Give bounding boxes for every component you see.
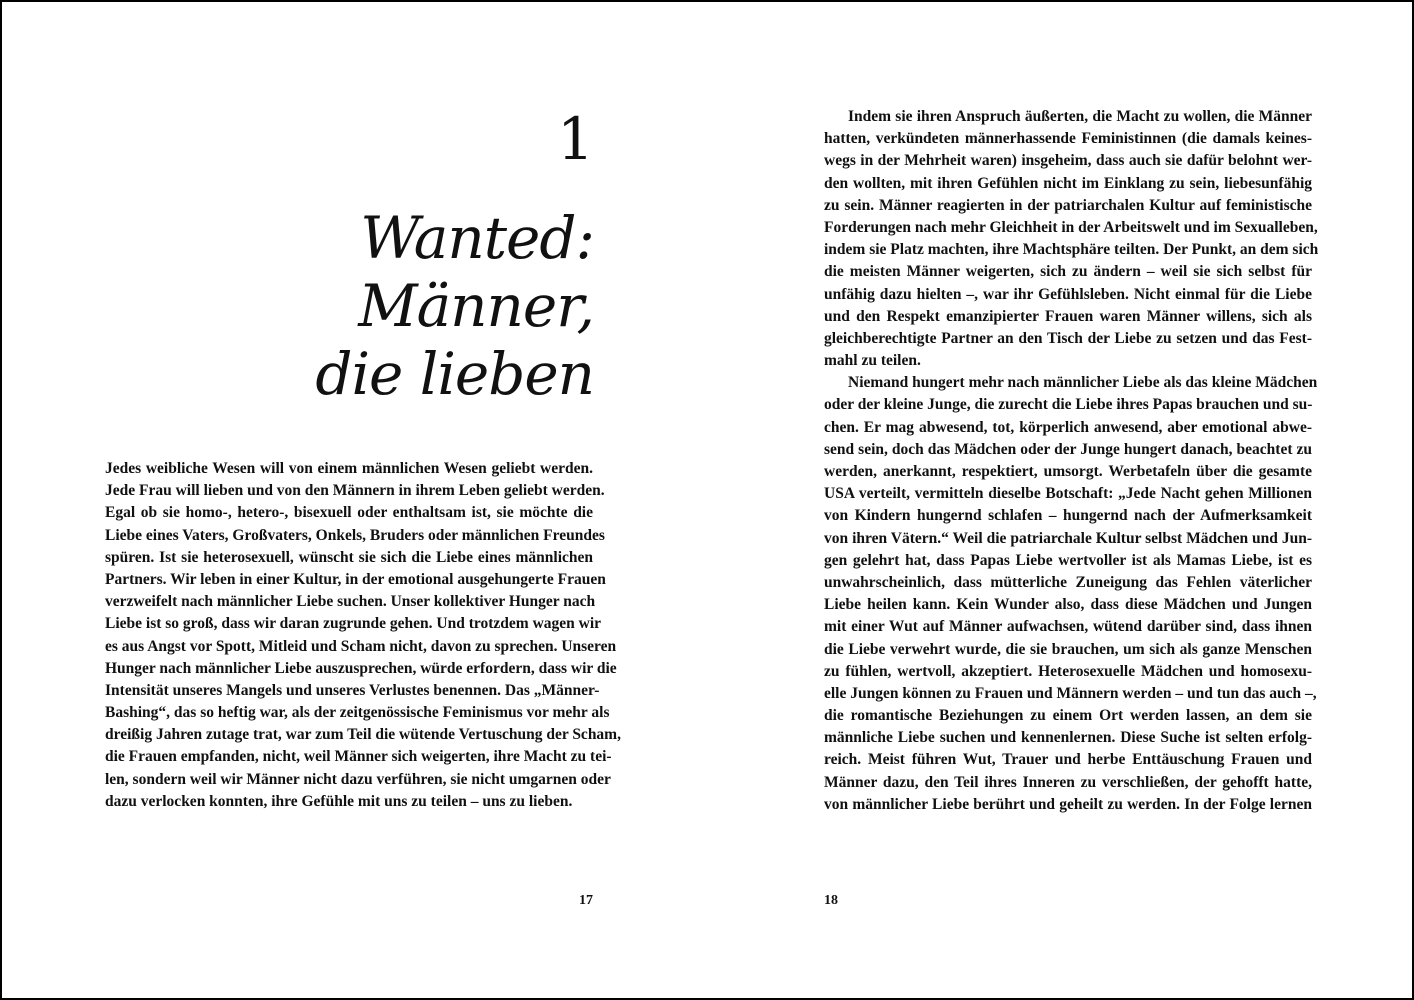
- text-line: Intensität unseres Mangels und unseres Verlustes benennen. Das „Männer-: [105, 681, 600, 699]
- text-line: männliche Liebe suchen und kennenlernen. Diese Suche ist selten erfolg-: [824, 729, 1312, 747]
- text-line: Liebe heilen kann. Kein Wunder also, dass diese Mädchen und Jungen: [824, 596, 1312, 614]
- text-line: die Frauen empfanden, nicht, weil Männer sich weigerten, ihre Macht zu tei-: [105, 748, 612, 766]
- text-line: Jede Frau will lieben und von den Männern in ihrem Leben geliebt werden.: [105, 482, 605, 500]
- text-line: Liebe eines Vaters, Großvaters, Onkels, Bruders oder männlichen Freundes: [105, 526, 605, 544]
- text-line: Männer dazu, den Teil ihres Inneren zu verschließen, der gehofft hatte,: [824, 773, 1312, 791]
- text-line: die romantische Beziehungen zu einem Ort werden lassen, an dem sie: [824, 707, 1312, 725]
- text-line: den wollten, mit ihren Gefühlen nicht im Einklang zu sein, liebesunfähig: [824, 174, 1312, 192]
- text-line: die meisten Männer weigerten, sich zu ändern – weil sie sich selbst für: [824, 263, 1312, 281]
- left-page-body-text: [105, 458, 621, 813]
- text-line: len, sondern weil wir Männer nicht dazu verführen, sie nicht umgarnen oder: [105, 770, 611, 788]
- chapter-title-line: Männer,: [358, 272, 594, 340]
- text-line: es aus Angst vor Spott, Mitleid und Scham nicht, davon zu sprechen. Unseren: [105, 637, 617, 655]
- text-line: zu sein. Männer reagierten in der patriarchalen Kultur auf feministische: [824, 196, 1312, 214]
- text-line: und den Respekt emanzipierter Frauen waren Männer willens, sich als: [824, 307, 1312, 325]
- text-line: unwahrscheinlich, dass mütterliche Zuneigung das Fehlen väterlicher: [824, 573, 1312, 591]
- text-line: mit einer Wut auf Männer aufwachsen, wütend darüber sind, dass ihnen: [824, 618, 1312, 636]
- text-line: Niemand hungert mehr nach männlicher Liebe als das kleine Mädchen: [848, 374, 1318, 392]
- text-line: Indem sie ihren Anspruch äußerten, die Macht zu wollen, die Männer: [848, 108, 1312, 125]
- text-line: reich. Meist führen Wut, Trauer und herbe Enttäuschung Frauen und: [824, 751, 1312, 769]
- text-line: werden, anerkannt, respektiert, umsorgt. Werbetafeln über die gesamte: [824, 463, 1312, 480]
- right-page-body-text: [824, 106, 1319, 816]
- text-line: spüren. Ist sie heterosexuell, wünscht sie sich die Liebe eines männlichen: [105, 548, 593, 566]
- text-line: indem sie Platz machten, ihre Machtsphäre teilten. Der Punkt, an dem sich: [824, 241, 1319, 259]
- text-line: verzweifelt nach männlicher Liebe suchen. Unser kollektiver Hunger nach: [105, 593, 596, 611]
- text-line: USA verteilt, vermitteln dieselbe Botschaft: „Jede Nacht gehen Millionen: [824, 485, 1312, 503]
- chapter-title: [315, 204, 594, 408]
- text-line: gen gelehrt hat, dass Papas Liebe wertvoller ist als Mamas Liebe, ist es: [824, 551, 1312, 569]
- text-line: dreißig Jahren zutage trat, war zum Teil die wütende Vertuschung der Scham,: [105, 726, 621, 744]
- text-line: dazu verlocken konnten, ihre Gefühle mit uns zu teilen – uns zu lieben.: [105, 792, 573, 810]
- text-line: gleichberechtigte Partner an den Tisch der Liebe zu setzen und das Fest-: [824, 329, 1312, 347]
- chapter-number: 1: [557, 105, 594, 173]
- text-line: von ihren Vätern.“ Weil die patriarchale Kultur selbst Mädchen und Jun-: [824, 529, 1312, 547]
- text-line: Hunger nach männlicher Liebe auszusprechen, würde erfordern, dass wir die: [105, 659, 617, 677]
- text-line: send sein, doch das Mädchen oder der Junge hungert danach, beachtet zu: [824, 440, 1312, 458]
- text-line: chen. Er mag abwesend, tot, körperlich anwesend, aber emotional abwe-: [824, 418, 1312, 436]
- text-line: Forderungen nach mehr Gleichheit in der Arbeitswelt und im Sexualleben,: [824, 218, 1318, 236]
- chapter-title-line: die lieben: [315, 340, 594, 408]
- text-line: von Kindern hungernd schlafen – hungernd nach der Aufmerksamkeit: [824, 507, 1312, 525]
- text-line: die Liebe verwehrt wurde, die sie brauchen, um sich als ganze Menschen: [824, 640, 1312, 658]
- text-line: zu fühlen, wertvoll, akzeptiert. Heterosexuelle Mädchen und homosexu-: [824, 662, 1312, 680]
- text-line: Partners. Wir leben in einer Kultur, in der emotional ausgehungerte Frauen: [105, 570, 606, 588]
- text-line: unfähig dazu hielten –, war ihr Gefühlsleben. Nicht einmal für die Liebe: [824, 285, 1312, 303]
- text-line: Egal ob sie homo-, hetero-, bisexuell oder enthaltsam ist, sie möchte die: [105, 504, 593, 522]
- page-number: 18: [824, 893, 838, 908]
- text-line: Bashing“, das so heftig war, als der zeitgenössische Feminismus vor mehr als: [105, 704, 610, 722]
- text-line: hatten, verkündeten männerhassende Feministinnen (die damals keines-: [824, 130, 1312, 148]
- text-line: elle Jungen können zu Frauen und Männern werden – und tun das auch –,: [824, 684, 1317, 702]
- text-line: von männlicher Liebe berührt und geheilt zu werden. In der Folge lernen: [824, 795, 1312, 813]
- page-number: 17: [579, 893, 593, 908]
- text-line: wegs in der Mehrheit waren) insgeheim, dass auch sie dafür belohnt wer-: [824, 152, 1312, 170]
- right-page: [709, 2, 1414, 998]
- left-page: [2, 2, 709, 998]
- text-line: mahl zu teilen.: [824, 352, 921, 370]
- text-line: oder der kleine Junge, die zurecht die Liebe ihres Papas brauchen und su-: [824, 396, 1313, 414]
- chapter-title-line: Wanted:: [360, 204, 594, 272]
- text-line: Jedes weibliche Wesen will von einem männlichen Wesen geliebt werden.: [105, 460, 593, 477]
- text-line: Liebe ist so groß, dass wir daran zugrunde gehen. Und trotzdem wagen wir: [105, 615, 602, 633]
